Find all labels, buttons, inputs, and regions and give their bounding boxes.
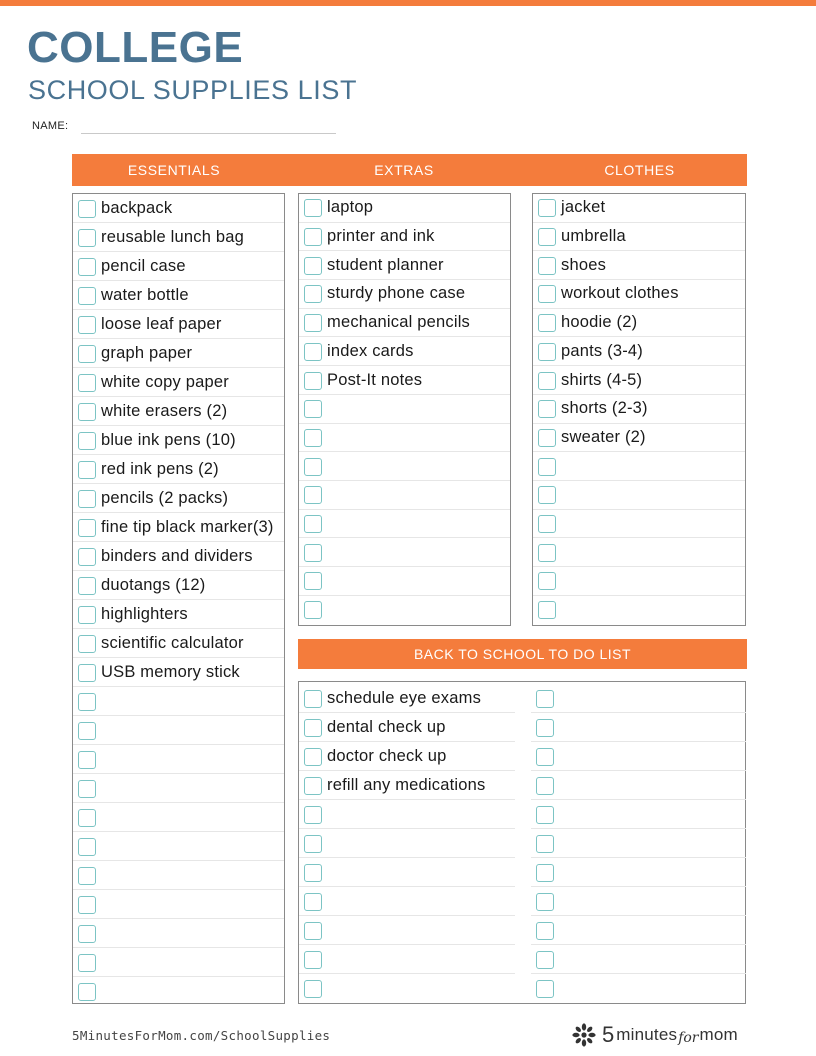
checkbox[interactable] [304,719,322,737]
checkbox[interactable] [536,980,554,998]
list-item [299,974,515,1003]
checkbox[interactable] [78,693,96,711]
checkbox[interactable] [536,806,554,824]
essentials-heading: ESSENTIALS [127,162,221,178]
item-label: jacket [561,198,606,217]
list-item [299,713,515,742]
checkbox[interactable] [538,257,556,275]
checkbox[interactable] [78,606,96,624]
checkbox[interactable] [78,722,96,740]
checkbox[interactable] [538,544,556,562]
list-item [531,800,746,829]
item-label: Post-It notes [327,370,423,389]
checkbox[interactable] [304,515,322,533]
list-item [299,538,510,567]
checkbox[interactable] [304,806,322,824]
list-item [299,280,510,309]
top-accent-bar [0,0,816,6]
list-item [533,567,745,596]
list-item [299,567,510,596]
list-item [73,803,284,832]
checkbox[interactable] [304,922,322,940]
checkbox[interactable] [78,548,96,566]
checkbox[interactable] [304,748,322,766]
list-item [73,832,284,861]
todo-left-column [299,682,515,1003]
checkbox[interactable] [78,925,96,943]
item-label: shorts (2-3) [561,399,648,418]
item-label: blue ink pens (10) [101,430,236,449]
item-label: binders and dividers [101,546,253,565]
checkbox[interactable] [78,200,96,218]
list-item [533,424,745,453]
list-item [299,684,515,713]
item-label: sweater (2) [561,427,646,446]
checkbox[interactable] [78,432,96,450]
list-item [531,916,746,945]
list-item [73,861,284,890]
list-item [533,452,745,481]
item-label: laptop [327,198,374,217]
item-label: umbrella [561,227,626,246]
name-label: NAME: [32,120,69,132]
list-item [299,452,510,481]
clothes-list [532,193,746,626]
footer-url[interactable]: 5MinutesForMom.com/SchoolSupplies [72,1028,331,1043]
list-item [299,366,510,395]
checkbox[interactable] [538,285,556,303]
checkbox[interactable] [304,257,322,275]
checkbox[interactable] [78,751,96,769]
todo-list [298,681,746,1004]
list-item [299,800,515,829]
checkbox[interactable] [78,258,96,276]
list-item [531,858,746,887]
list-item [73,629,284,658]
item-label: student planner [327,255,444,274]
list-item [531,887,746,916]
flower-logo-icon [570,1021,598,1049]
list-item [533,280,745,309]
checkbox[interactable] [78,403,96,421]
list-item [533,395,745,424]
checkbox[interactable] [304,314,322,332]
todo-right-column [531,682,746,1003]
item-label: pants (3-4) [561,341,643,360]
checkbox[interactable] [538,372,556,390]
checkbox[interactable] [304,980,322,998]
checkbox[interactable] [304,343,322,361]
name-field[interactable] [81,133,336,134]
column-header-bar [72,154,747,186]
checkbox[interactable] [78,577,96,595]
checkbox[interactable] [304,486,322,504]
list-item [533,481,745,510]
checkbox[interactable] [538,400,556,418]
list-item [533,338,745,367]
list-item [299,829,515,858]
checkbox[interactable] [78,519,96,537]
item-label: white erasers (2) [101,401,228,420]
list-item [73,571,284,600]
checkbox[interactable] [304,601,322,619]
list-item [73,368,284,397]
checkbox[interactable] [78,780,96,798]
list-item [299,916,515,945]
item-label: red ink pens (2) [101,459,219,478]
checkbox[interactable] [78,838,96,856]
checkbox[interactable] [536,893,554,911]
checkbox[interactable] [304,429,322,447]
item-label: workout clothes [561,284,679,303]
list-item [533,223,745,252]
list-item [73,397,284,426]
checkbox[interactable] [78,490,96,508]
checkbox[interactable] [304,572,322,590]
checkbox[interactable] [536,835,554,853]
checkbox[interactable] [538,343,556,361]
item-label: reusable lunch bag [101,227,245,246]
logo-for: for [678,1030,699,1046]
checkbox[interactable] [536,951,554,969]
checkbox[interactable] [78,461,96,479]
brand-logo [570,1020,738,1050]
list-item [73,774,284,803]
checkbox[interactable] [304,690,322,708]
checkbox[interactable] [304,458,322,476]
list-item [73,687,284,716]
list-item [73,919,284,948]
checkbox[interactable] [538,572,556,590]
item-label: printer and ink [327,227,435,246]
list-item [299,858,515,887]
checkbox[interactable] [538,486,556,504]
list-item [299,771,515,800]
checkbox[interactable] [538,228,556,246]
extras-heading: EXTRAS [374,162,434,178]
list-item [299,481,510,510]
item-label: scientific calculator [101,633,244,652]
list-item [299,194,510,223]
checkbox[interactable] [78,664,96,682]
item-label: refill any medications [327,775,486,794]
list-item [73,252,284,281]
checkbox[interactable] [78,229,96,247]
checkbox[interactable] [78,809,96,827]
list-item [533,596,745,625]
item-label: pencils (2 packs) [101,488,229,507]
list-item [73,890,284,919]
list-item [531,771,746,800]
checkbox[interactable] [304,777,322,795]
checkbox[interactable] [536,748,554,766]
list-item [299,223,510,252]
logo-number: 5 [602,1022,615,1047]
list-item [531,742,746,771]
checkbox[interactable] [536,777,554,795]
item-label: water bottle [101,285,189,304]
checkbox[interactable] [304,372,322,390]
list-item [73,455,284,484]
list-item [73,223,284,252]
list-item [299,395,510,424]
list-item [533,251,745,280]
clothes-heading: CLOTHES [604,162,675,178]
item-label: fine tip black marker(3) [101,517,274,536]
item-label: sturdy phone case [327,284,466,303]
item-label: schedule eye exams [327,688,482,707]
checkbox[interactable] [538,458,556,476]
checkbox[interactable] [538,314,556,332]
list-item [73,948,284,977]
essentials-list [72,193,285,1004]
checkbox[interactable] [304,199,322,217]
list-item [73,977,284,1006]
list-item [533,366,745,395]
checkbox[interactable] [536,864,554,882]
item-label: mechanical pencils [327,313,471,332]
checkbox[interactable] [304,544,322,562]
item-label: white copy paper [101,372,229,391]
item-label: shoes [561,255,607,274]
list-item [73,542,284,571]
checkbox[interactable] [538,429,556,447]
checkbox[interactable] [304,285,322,303]
logo-mom: mom [699,1025,738,1044]
page-title: COLLEGE [27,23,244,72]
item-label: loose leaf paper [101,314,222,333]
item-label: duotangs (12) [101,575,206,594]
list-item [73,716,284,745]
list-item [73,745,284,774]
checkbox[interactable] [536,922,554,940]
checkbox[interactable] [304,893,322,911]
checkbox[interactable] [538,199,556,217]
list-item [531,713,746,742]
checkbox[interactable] [78,867,96,885]
checkbox[interactable] [78,896,96,914]
checkbox[interactable] [78,635,96,653]
list-item [531,974,746,1003]
list-item [533,510,745,539]
checkbox[interactable] [304,864,322,882]
list-item [531,829,746,858]
item-label: USB memory stick [101,662,240,681]
checkbox[interactable] [78,954,96,972]
item-label: dental check up [327,717,446,736]
item-label: shirts (4-5) [561,370,643,389]
item-label: backpack [101,198,173,217]
list-item [299,742,515,771]
list-item [73,513,284,542]
list-item [531,684,746,713]
list-item [299,309,510,338]
checkbox[interactable] [304,228,322,246]
item-label: pencil case [101,256,186,275]
list-item [299,887,515,916]
checkbox[interactable] [304,835,322,853]
item-label: graph paper [101,343,193,362]
checkbox[interactable] [538,515,556,533]
item-label: hoodie (2) [561,313,638,332]
checkbox[interactable] [304,951,322,969]
extras-list [298,193,511,626]
list-item [73,310,284,339]
list-item [531,945,746,974]
list-item [73,339,284,368]
list-item [299,945,515,974]
list-item [73,600,284,629]
list-item [73,281,284,310]
list-item [73,484,284,513]
item-label: highlighters [101,604,188,623]
checkbox[interactable] [304,400,322,418]
list-item [299,338,510,367]
checkbox[interactable] [538,601,556,619]
list-item [299,510,510,539]
checkbox[interactable] [78,316,96,334]
list-item [73,658,284,687]
list-item [299,251,510,280]
checkbox[interactable] [78,345,96,363]
page-subtitle: SCHOOL SUPPLIES LIST [28,75,358,105]
list-item [299,596,510,625]
list-item [299,424,510,453]
list-item [73,426,284,455]
list-item [73,194,284,223]
item-label: doctor check up [327,746,447,765]
checkbox[interactable] [78,287,96,305]
checkbox[interactable] [536,719,554,737]
item-label: index cards [327,341,414,360]
checkbox[interactable] [78,374,96,392]
list-item [533,194,745,223]
list-item [533,538,745,567]
checkbox[interactable] [78,983,96,1001]
list-item [533,309,745,338]
logo-minutes: minutes [616,1025,678,1044]
checkbox[interactable] [536,690,554,708]
todo-heading: BACK TO SCHOOL TO DO LIST [298,639,747,669]
